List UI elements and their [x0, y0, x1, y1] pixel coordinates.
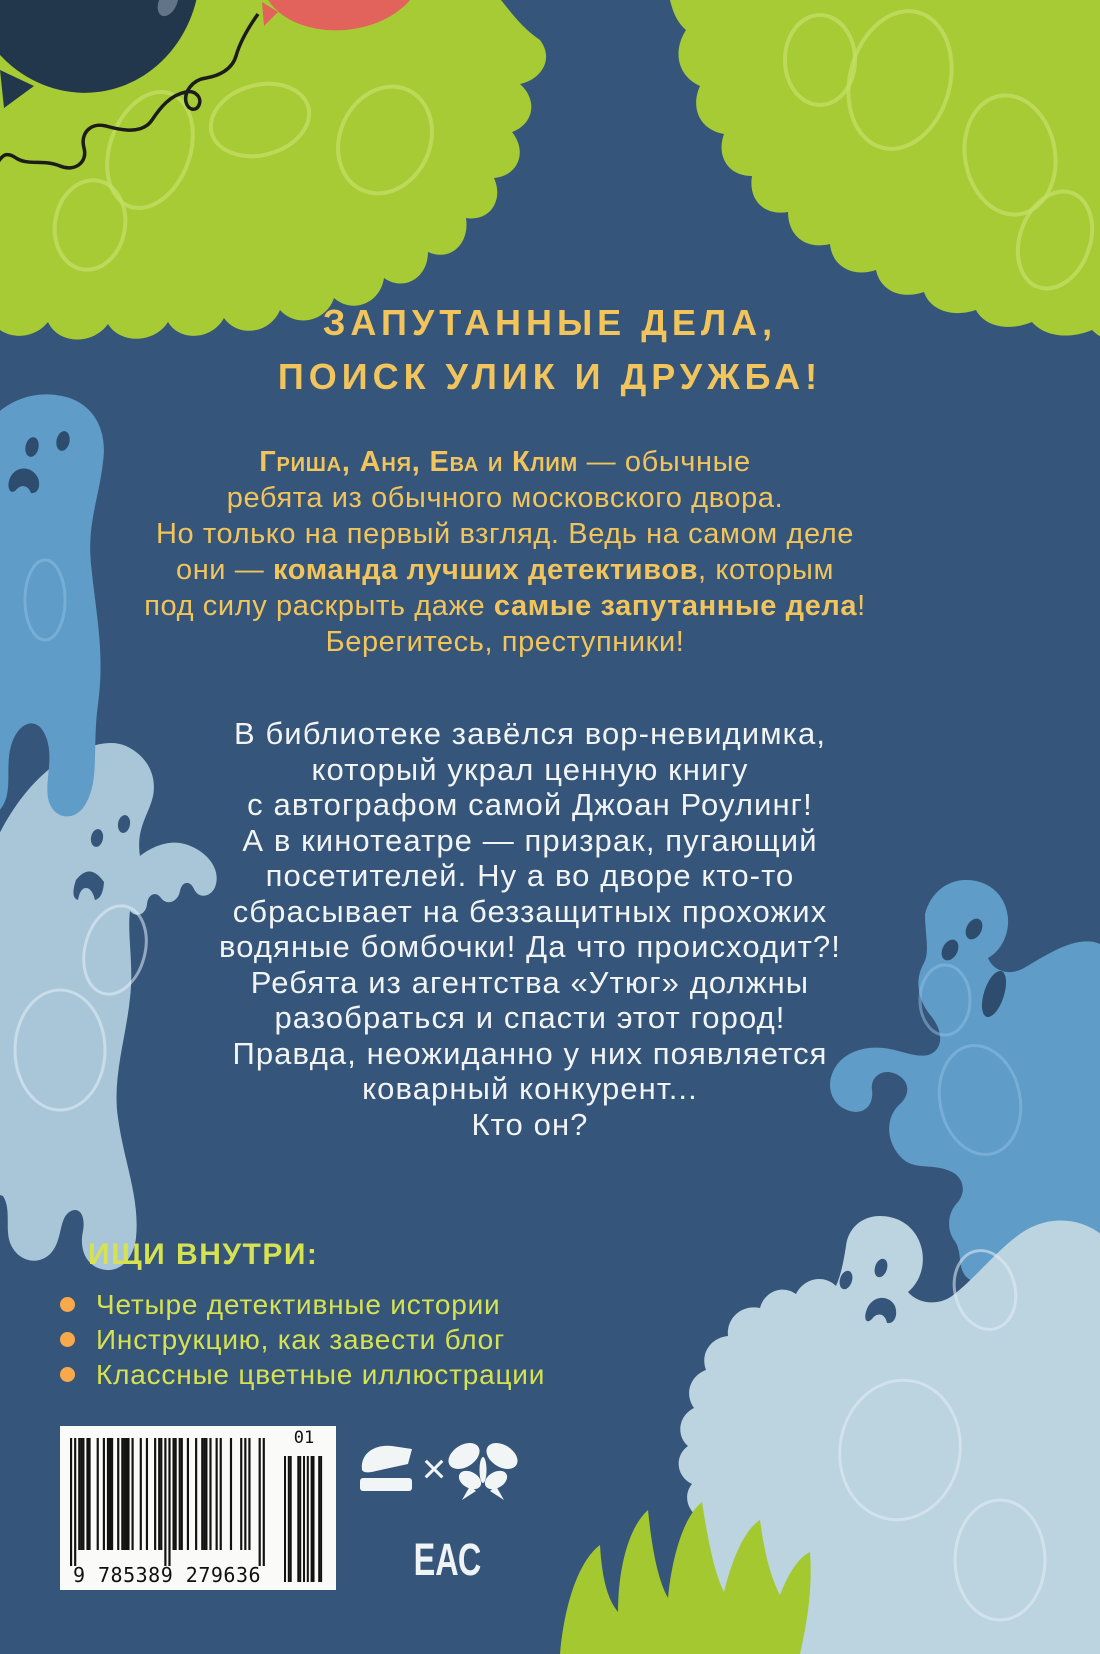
description-line: разобраться и спасти этот город! [274, 1000, 786, 1035]
eac-mark: ЕАС [413, 1534, 482, 1585]
description-line: А в кинотеатре — призрак, пугающий [242, 822, 818, 858]
description-line: коварный конкурент... [362, 1071, 698, 1106]
list-item [60, 1322, 545, 1357]
description-line: с автографом самой Джоан Роулинг! [247, 787, 813, 822]
description-paragraph [40, 716, 1020, 1142]
description-line: Правда, неожиданно у них появляется [232, 1035, 828, 1071]
publisher-book-icon [360, 1446, 412, 1495]
bullet-dot-icon [60, 1332, 75, 1347]
description-line: посетителей. Ну а во дворе кто-то [265, 858, 795, 893]
barcode [60, 1426, 336, 1590]
tagline-line2: ПОИСК УЛИК И ДРУЖБА! [277, 356, 823, 397]
multiply-icon: × [421, 1445, 447, 1492]
bullet-text: Четыре детективные истории [96, 1288, 501, 1320]
list-item [60, 1287, 545, 1322]
description-line: Ребята из агентства «Утюг» должны [250, 964, 810, 1000]
intro-line: Берегитесь, преступники! [325, 626, 685, 658]
look-inside-section [60, 1238, 545, 1392]
description-line: сбрасывает на беззащитных прохожих [232, 893, 828, 929]
description-line: Кто он? [471, 1106, 589, 1142]
intro-line: под силу раскрыть даже самые запутанные дела! [144, 590, 866, 622]
intro-line: они — команда лучших детективов, которым [175, 554, 835, 586]
bullet-list [60, 1287, 545, 1392]
barcode-digits: 9 785389 279636 [72, 1563, 262, 1587]
description-line: В библиотеке завёлся вор-невидимка, [233, 716, 827, 751]
intro-paragraph [25, 444, 985, 660]
tagline-line1: ЗАПУТАННЫЕ ДЕЛА, [322, 302, 778, 343]
butterfly-icon [444, 1440, 522, 1500]
look-inside-heading: ИЩИ ВНУТРИ: [88, 1238, 319, 1271]
description-line: который украл ценную книгу [311, 751, 749, 787]
bullet-text: Классные цветные иллюстрации [96, 1358, 546, 1390]
list-item [60, 1357, 545, 1392]
intro-line: Гриша, Аня, Ева и Клим — обычные [259, 446, 751, 478]
intro-line: ребята из обычного московского двора. [226, 482, 784, 514]
bullet-text: Инструкцию, как завести блог [96, 1323, 506, 1355]
description-line: водяные бомбочки! Да что происходит?! [219, 929, 841, 964]
intro-line: Но только на первый взгляд. Ведь на самом деле [156, 518, 854, 550]
bullet-dot-icon [60, 1297, 75, 1312]
tagline [0, 296, 1100, 404]
barcode-addon: 01 [293, 1428, 315, 1448]
bullet-dot-icon [60, 1367, 75, 1382]
foliage-top-right [660, 0, 1100, 342]
